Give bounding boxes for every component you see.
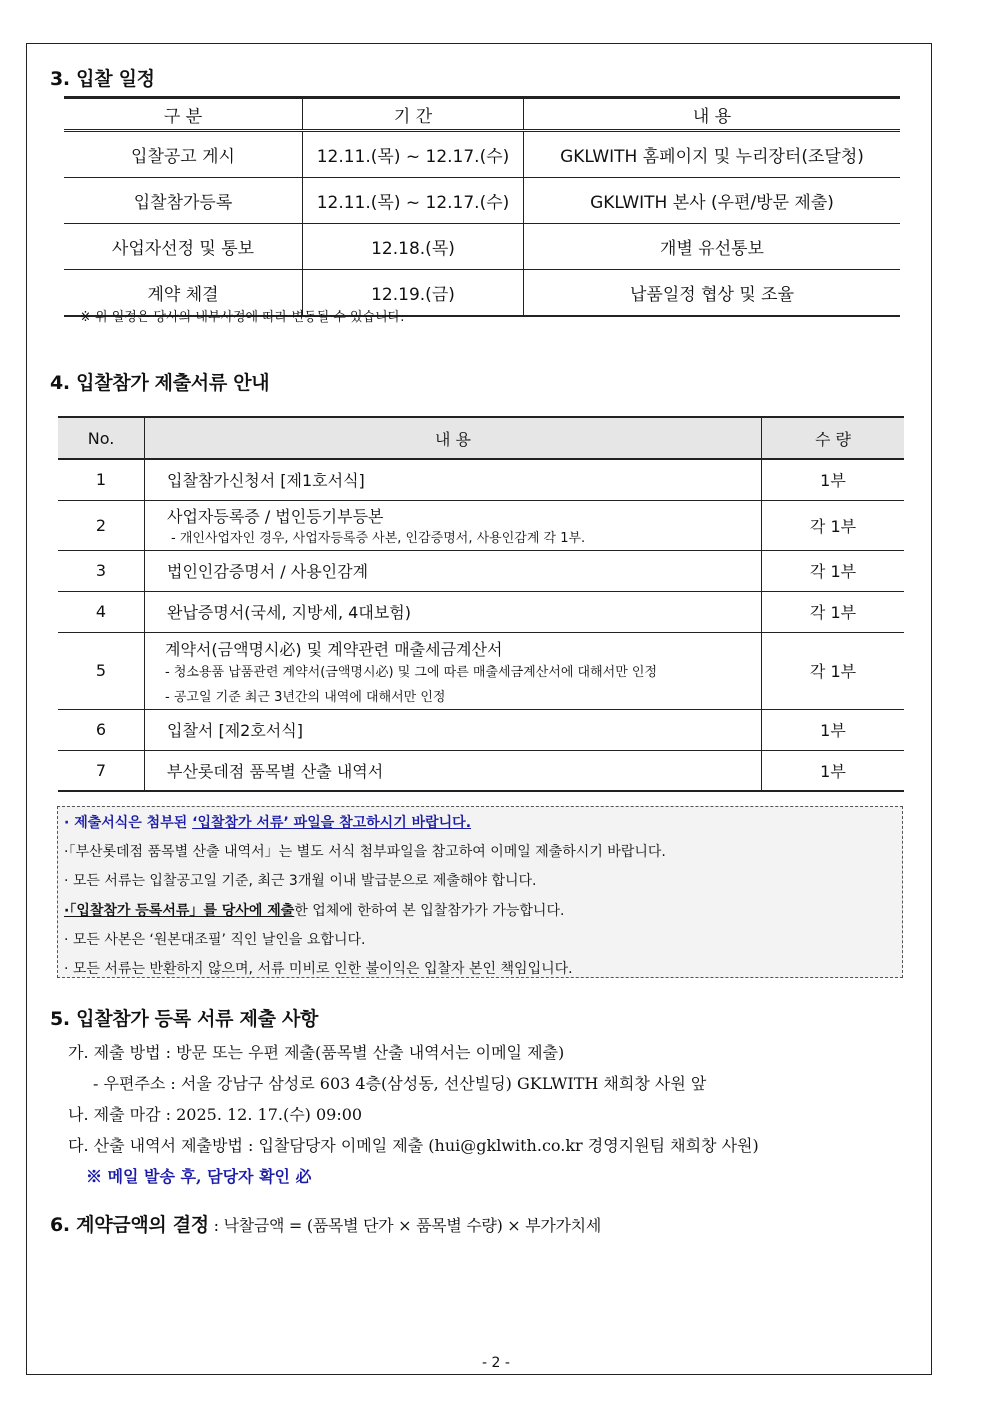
schedule-cell: 입찰공고 게시 <box>64 131 303 178</box>
doc-qty: 각 1부 <box>762 591 905 632</box>
section-6-title: 6. 계약금액의 결정 <box>50 1214 209 1236</box>
section-6-text: : 낙찰금액 = (품목별 단가 × 품목별 수량) × 부가가치세 <box>208 1216 601 1235</box>
doc-content: 법인인감증명서 / 사용인감계 <box>145 550 762 591</box>
note-line: · 모든 사본은 ‘원본대조필’ 직인 날인을 요합니다. <box>64 931 366 948</box>
doc-qty: 1부 <box>762 709 905 750</box>
doc-content <box>145 500 762 550</box>
doc-no: 2 <box>58 500 145 550</box>
schedule-table <box>64 96 900 317</box>
section-6 <box>50 1210 601 1237</box>
note-line: · 모든 서류는 입찰공고일 기준, 최근 3개월 이내 발급분으로 제출해야 합니다. <box>64 873 537 890</box>
doc-no: 1 <box>58 459 145 500</box>
doc-main: 계약서(금액명시必) 및 계약관련 매출세금계산서 <box>165 639 503 659</box>
doc-no: 7 <box>58 750 145 791</box>
submit-method: 가. 제출 방법 : 방문 또는 우편 제출(품목별 산출 내역서는 이메일 제출) <box>68 1043 565 1062</box>
table-row <box>64 178 900 224</box>
schedule-header-category: 구 분 <box>64 98 303 131</box>
postal-address: - 우편주소 : 서울 강남구 삼성로 603 4층(삼성동, 선산빌딩) GKLWITH 채희창 사원 앞 <box>93 1074 707 1093</box>
schedule-cell: 개별 유선통보 <box>524 224 901 270</box>
doc-no: 3 <box>58 550 145 591</box>
note-text: ‘입찰참가 서류’ 파일을 참고하시기 바랍니다. <box>192 815 472 831</box>
table-row <box>64 131 900 178</box>
note-text: · 제출서식은 첨부된 <box>64 815 193 831</box>
doc-qty: 1부 <box>762 750 905 791</box>
table-row <box>58 550 904 591</box>
doc-sub: - 공고일 기준 최근 3년간의 내역에 대해서만 인정 <box>165 689 446 705</box>
estimate-submit-method: 다. 산출 내역서 제출방법 : 입찰담당자 이메일 제출 (hui@gklwith.co.kr 경영지원팀 채희창 사원) <box>68 1136 759 1155</box>
doc-content <box>145 632 762 709</box>
notes-box <box>57 806 903 978</box>
note-text: ·「입찰참가 등록서류」를 당사에 제출 <box>64 902 295 919</box>
schedule-cell: GKLWITH 홈페이지 및 누리장터(조달청) <box>524 131 901 178</box>
note-line: ·「부산롯데점 품목별 산출 내역서」는 별도 서식 첨부파일을 참고하여 이메일 제출하시기 바랍니다. <box>64 844 666 861</box>
doc-content: 완납증명서(국세, 지방세, 4대보험) <box>145 591 762 632</box>
doc-sub: - 개인사업자인 경우, 사업자등록증 사본, 인감증명서, 사용인감계 각 1부. <box>171 531 586 546</box>
doc-qty: 1부 <box>762 459 905 500</box>
submit-deadline: 나. 제출 마감 : 2025. 12. 17.(수) 09:00 <box>68 1105 363 1124</box>
documents-table <box>58 416 904 792</box>
note-line <box>64 809 902 838</box>
docs-header-no: No. <box>58 417 145 459</box>
schedule-cell: 12.11.(목) ~ 12.17.(수) <box>303 178 524 224</box>
schedule-cell: 12.18.(목) <box>303 224 524 270</box>
doc-no: 4 <box>58 591 145 632</box>
doc-no: 5 <box>58 632 145 709</box>
note-line: · 모든 서류는 반환하지 않으며, 서류 미비로 인한 불이익은 입찰자 본인 책임입니다. <box>64 960 573 977</box>
table-row <box>58 500 904 550</box>
doc-content: 입찰서 [제2호서식] <box>145 709 762 750</box>
schedule-cell: 입찰참가등록 <box>64 178 303 224</box>
email-confirm-note: ※ 메일 발송 후, 담당자 확인 必 <box>86 1167 312 1186</box>
schedule-cell: 계약 체결 <box>64 270 303 317</box>
schedule-note: ※ 위 일정은 당사의 내부사정에 따라 변동될 수 있습니다. <box>80 310 405 325</box>
schedule-cell: 납품일정 협상 및 조율 <box>524 270 901 317</box>
table-row <box>58 632 904 709</box>
doc-content: 부산롯데점 품목별 산출 내역서 <box>145 750 762 791</box>
table-row <box>58 750 904 791</box>
doc-content: 입찰참가신청서 [제1호서식] <box>145 459 762 500</box>
schedule-cell: 12.19.(금) <box>303 270 524 317</box>
doc-no: 6 <box>58 709 145 750</box>
table-row <box>64 224 900 270</box>
table-row <box>58 591 904 632</box>
schedule-header-content: 내 용 <box>524 98 901 131</box>
section-5-title: 5. 입찰참가 등록 서류 제출 사항 <box>50 1008 319 1030</box>
doc-sub: - 청소용품 납품관련 계약서(금액명시必) 및 그에 따른 매출세금계산서에 대해서만 인정 <box>165 664 657 680</box>
doc-main: 사업자등록증 / 법인등기부등본 <box>167 507 384 526</box>
table-row <box>58 709 904 750</box>
schedule-cell: 12.11.(목) ~ 12.17.(수) <box>303 131 524 178</box>
section-3-title: 3. 입찰 일정 <box>50 68 155 90</box>
doc-qty: 각 1부 <box>762 500 905 550</box>
note-line <box>64 897 902 926</box>
page-number: - 2 - <box>482 1355 510 1371</box>
doc-qty: 각 1부 <box>762 632 905 709</box>
table-row <box>58 459 904 500</box>
schedule-header-period: 기 간 <box>303 98 524 131</box>
docs-header-content: 내 용 <box>145 417 762 459</box>
doc-qty: 각 1부 <box>762 550 905 591</box>
note-text: 한 업체에 한하여 본 입찰참가가 가능합니다. <box>294 902 565 919</box>
schedule-cell: 사업자선정 및 통보 <box>64 224 303 270</box>
docs-header-qty: 수 량 <box>762 417 905 459</box>
schedule-cell: GKLWITH 본사 (우편/방문 제출) <box>524 178 901 224</box>
section-4-title: 4. 입찰참가 제출서류 안내 <box>50 372 270 394</box>
